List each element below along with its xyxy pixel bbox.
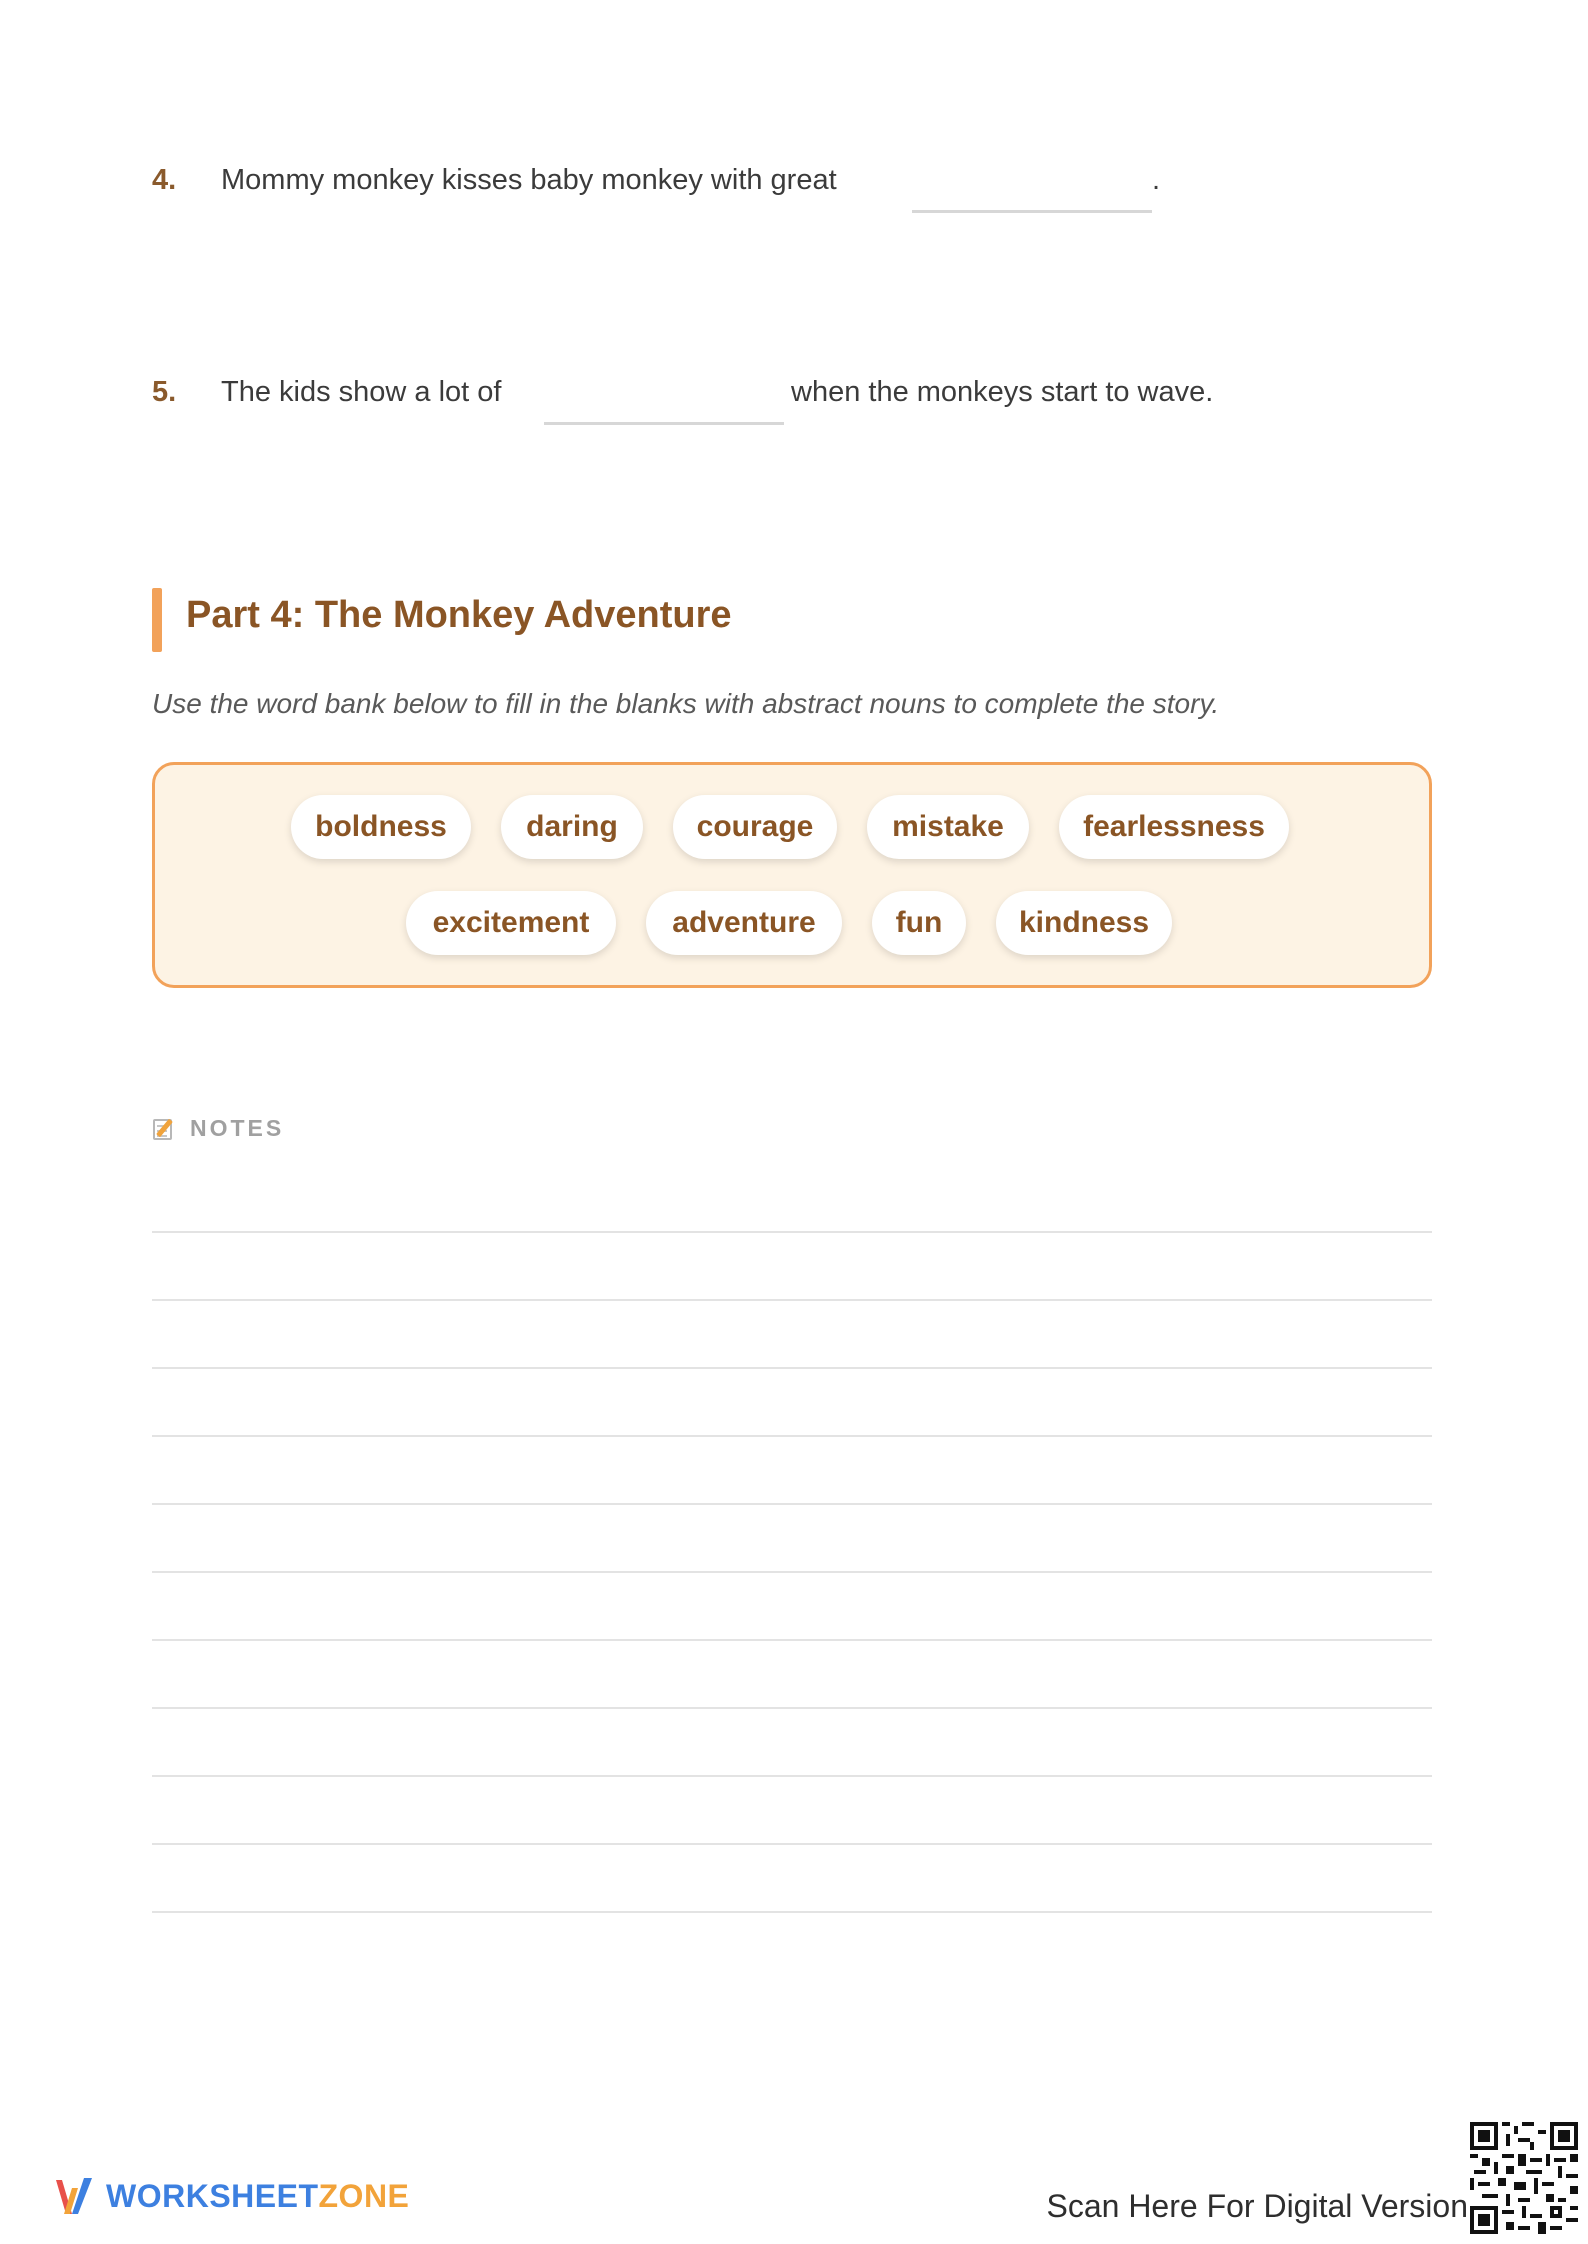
note-line[interactable] [152,1639,1432,1641]
note-line[interactable] [152,1299,1432,1301]
note-line[interactable] [152,1231,1432,1233]
worksheetzone-logo-icon [54,2170,94,2222]
word-bank [152,762,1432,988]
answer-blank[interactable] [912,210,1152,213]
question-text: The kids show a lot of [221,376,502,408]
word-chip: fun [872,891,966,955]
notes-header [152,1112,284,1144]
question-number: 5. [152,376,177,408]
question-text: Mommy monkey kisses baby monkey with great [221,164,837,196]
word-chip: daring [501,795,643,859]
word-chip: excitement [406,891,616,955]
note-line[interactable] [152,1571,1432,1573]
word-chip: mistake [867,795,1029,859]
word-chip: boldness [291,795,471,859]
question-text-end: when the monkeys start to wave. [791,376,1214,408]
question-number: 4. [152,164,177,196]
note-line[interactable] [152,1843,1432,1845]
note-line[interactable] [152,1503,1432,1505]
brand-name: WORKSHEETZONE [106,2177,410,2214]
qr-code-icon[interactable] [1470,2122,1578,2234]
section-title: Part 4: The Monkey Adventure [186,594,732,636]
note-line[interactable] [152,1911,1432,1913]
word-chip: courage [673,795,837,859]
memo-icon [152,1115,176,1141]
brand-logo[interactable] [54,2170,409,2222]
scan-caption: Scan Here For Digital Version [1046,2188,1468,2224]
section-accent-bar [152,588,162,652]
word-chip: adventure [646,891,842,955]
word-chip: kindness [996,891,1172,955]
section-instructions: Use the word bank below to fill in the blanks with abstract nouns to complete the story. [152,688,1220,719]
notes-label: NOTES [190,1114,285,1141]
note-line[interactable] [152,1367,1432,1369]
word-chip: fearlessness [1059,795,1289,859]
note-line[interactable] [152,1775,1432,1777]
note-line[interactable] [152,1435,1432,1437]
note-line[interactable] [152,1707,1432,1709]
answer-blank[interactable] [544,422,784,425]
question-text-end: . [1152,164,1161,196]
